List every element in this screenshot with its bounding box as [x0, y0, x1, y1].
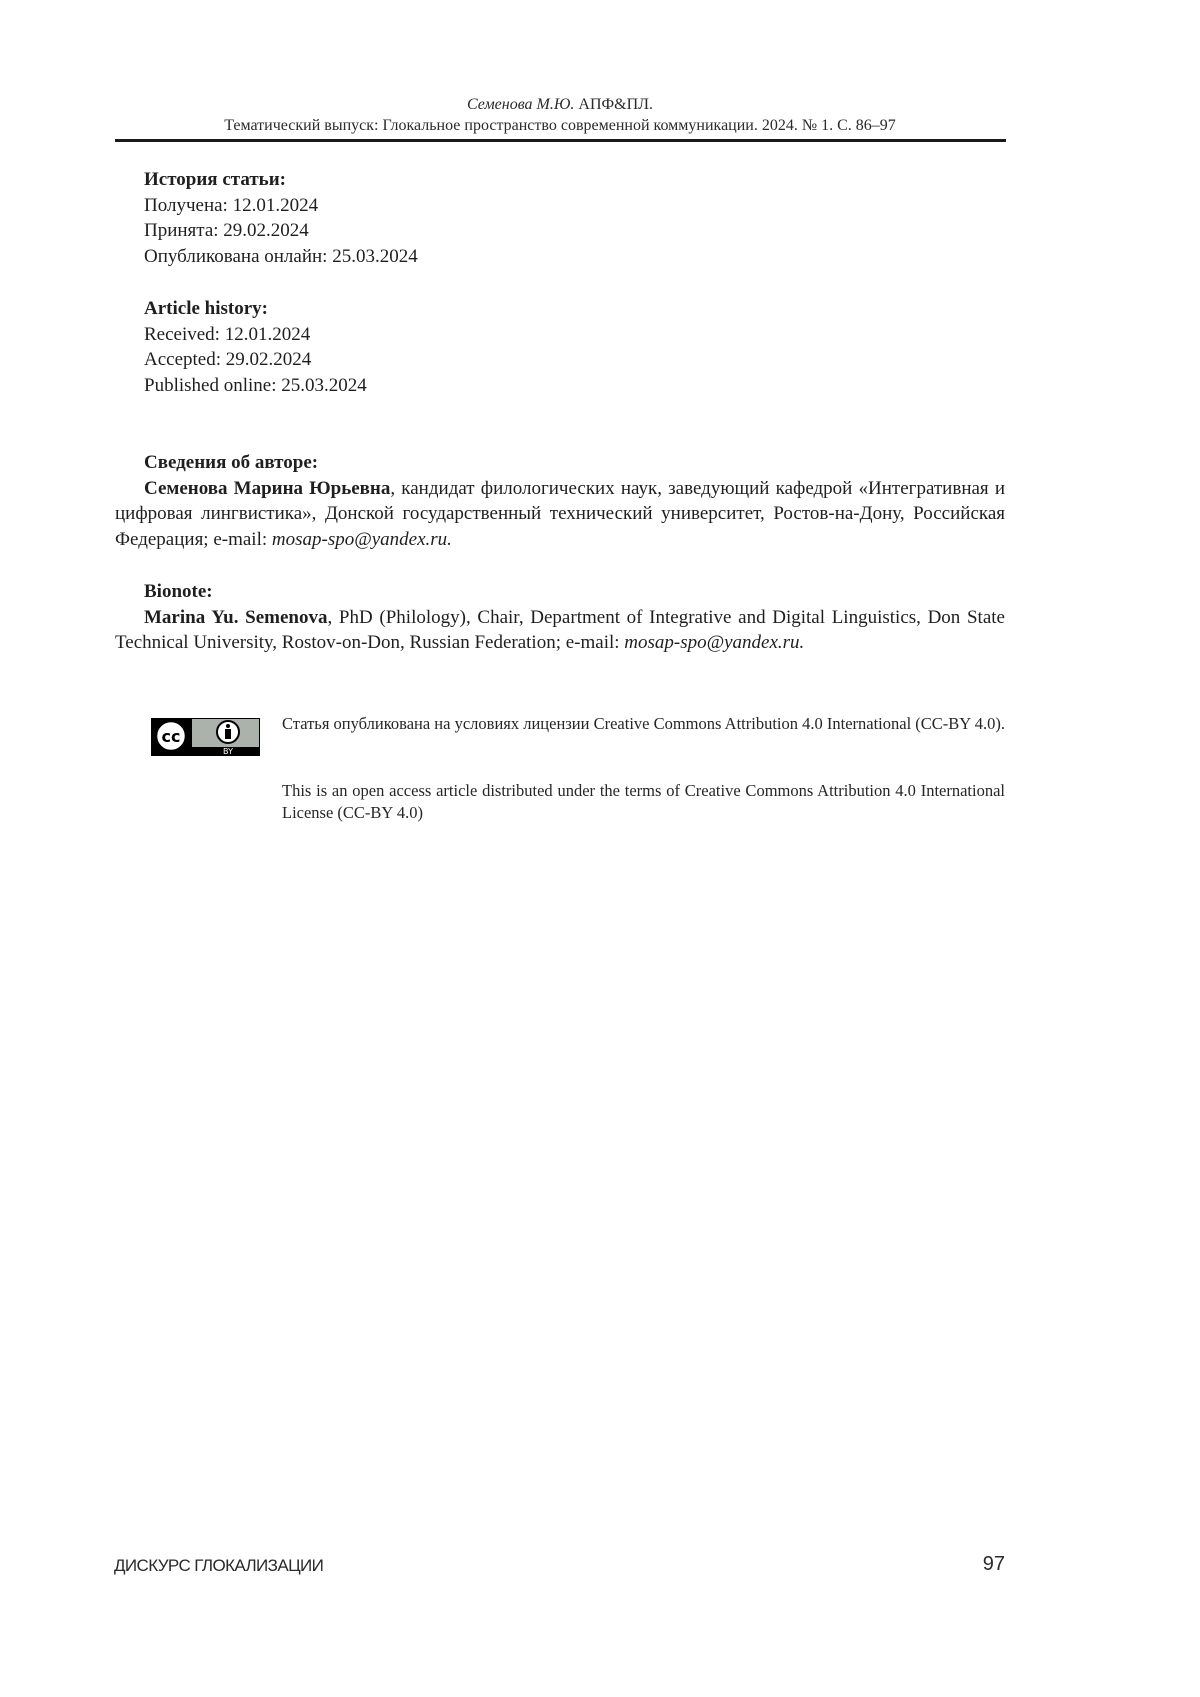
bionote-paragraph [115, 605, 1005, 656]
history-ru-published: Опубликована онлайн: 25.03.2024 [144, 245, 418, 267]
license-text-ru: Статья опубликована на условиях лицензии Creative Commons Attribution 4.0 International (CC-BY 4.0). [282, 714, 1005, 733]
article-history-en-heading: Article history: [144, 298, 268, 319]
history-ru-accepted: Принята: 29.02.2024 [144, 220, 309, 241]
cc-by-license-badge-icon [151, 718, 260, 756]
history-en-accepted: Accepted: 29.02.2024 [144, 349, 312, 370]
author-info-ru-paragraph [115, 476, 1005, 553]
author-email-ru[interactable]: mosap-spo@yandex.ru. [271, 528, 452, 550]
running-header-top-line [115, 94, 1005, 115]
bionote-heading: Bionote: [144, 581, 213, 602]
article-history-en [115, 296, 1005, 398]
article-history-ru-heading: История статьи: [144, 169, 286, 190]
history-en-received: Received: 12.01.2024 [144, 323, 311, 345]
author-email-en[interactable]: mosap-spo@yandex.ru. [624, 632, 805, 653]
author-info-ru-heading: Сведения об авторе: [144, 452, 319, 473]
article-history-ru [115, 167, 1005, 269]
author-name-ru: Семенова Марина Юрьевна [144, 477, 391, 499]
header-journal-abbr: АПФ&ПЛ. [578, 96, 654, 113]
history-en-published: Published online: 25.03.2024 [144, 374, 367, 396]
footer-journal-name: ДИСКУРС ГЛОКАЛИЗАЦИИ [114, 1556, 324, 1575]
bionote-en [115, 579, 1005, 656]
license-text-en: This is an open access article distributed under the terms of Creative Commons Attribution 4.0 International License (CC-BY 4.0) [282, 781, 1005, 822]
header-author: Семенова М.Ю. [466, 96, 575, 113]
running-header [115, 94, 1005, 136]
cc-badge-by-text: BY [223, 747, 233, 756]
page-number: 97 [982, 1553, 1005, 1575]
author-info-ru [115, 450, 1005, 552]
author-name-en: Marina Yu. Semenova [144, 606, 328, 628]
header-issue-line: Тематический выпуск: Глокальное пространство современной коммуникации. 2024. № 1. С. 86–97 [224, 117, 896, 134]
author-details-ru: , кандидат филологических наук, заведующий кафедрой «Интегративная и цифровая лингвистика», Донской государственный технический университет, Ростов-на-Дону, Российская Федерация; e-mail: [115, 477, 1005, 550]
header-divider [115, 139, 1006, 142]
history-ru-received: Получена: 12.01.2024 [144, 194, 319, 216]
author-details-en: , PhD (Philology), Chair, Department of Integrative and Digital Linguistics, Don State Technical University, Rostov-on-Don, Russian Federation; e-mail: [115, 606, 1005, 653]
cc-badge-cc-text: cc [161, 727, 181, 746]
